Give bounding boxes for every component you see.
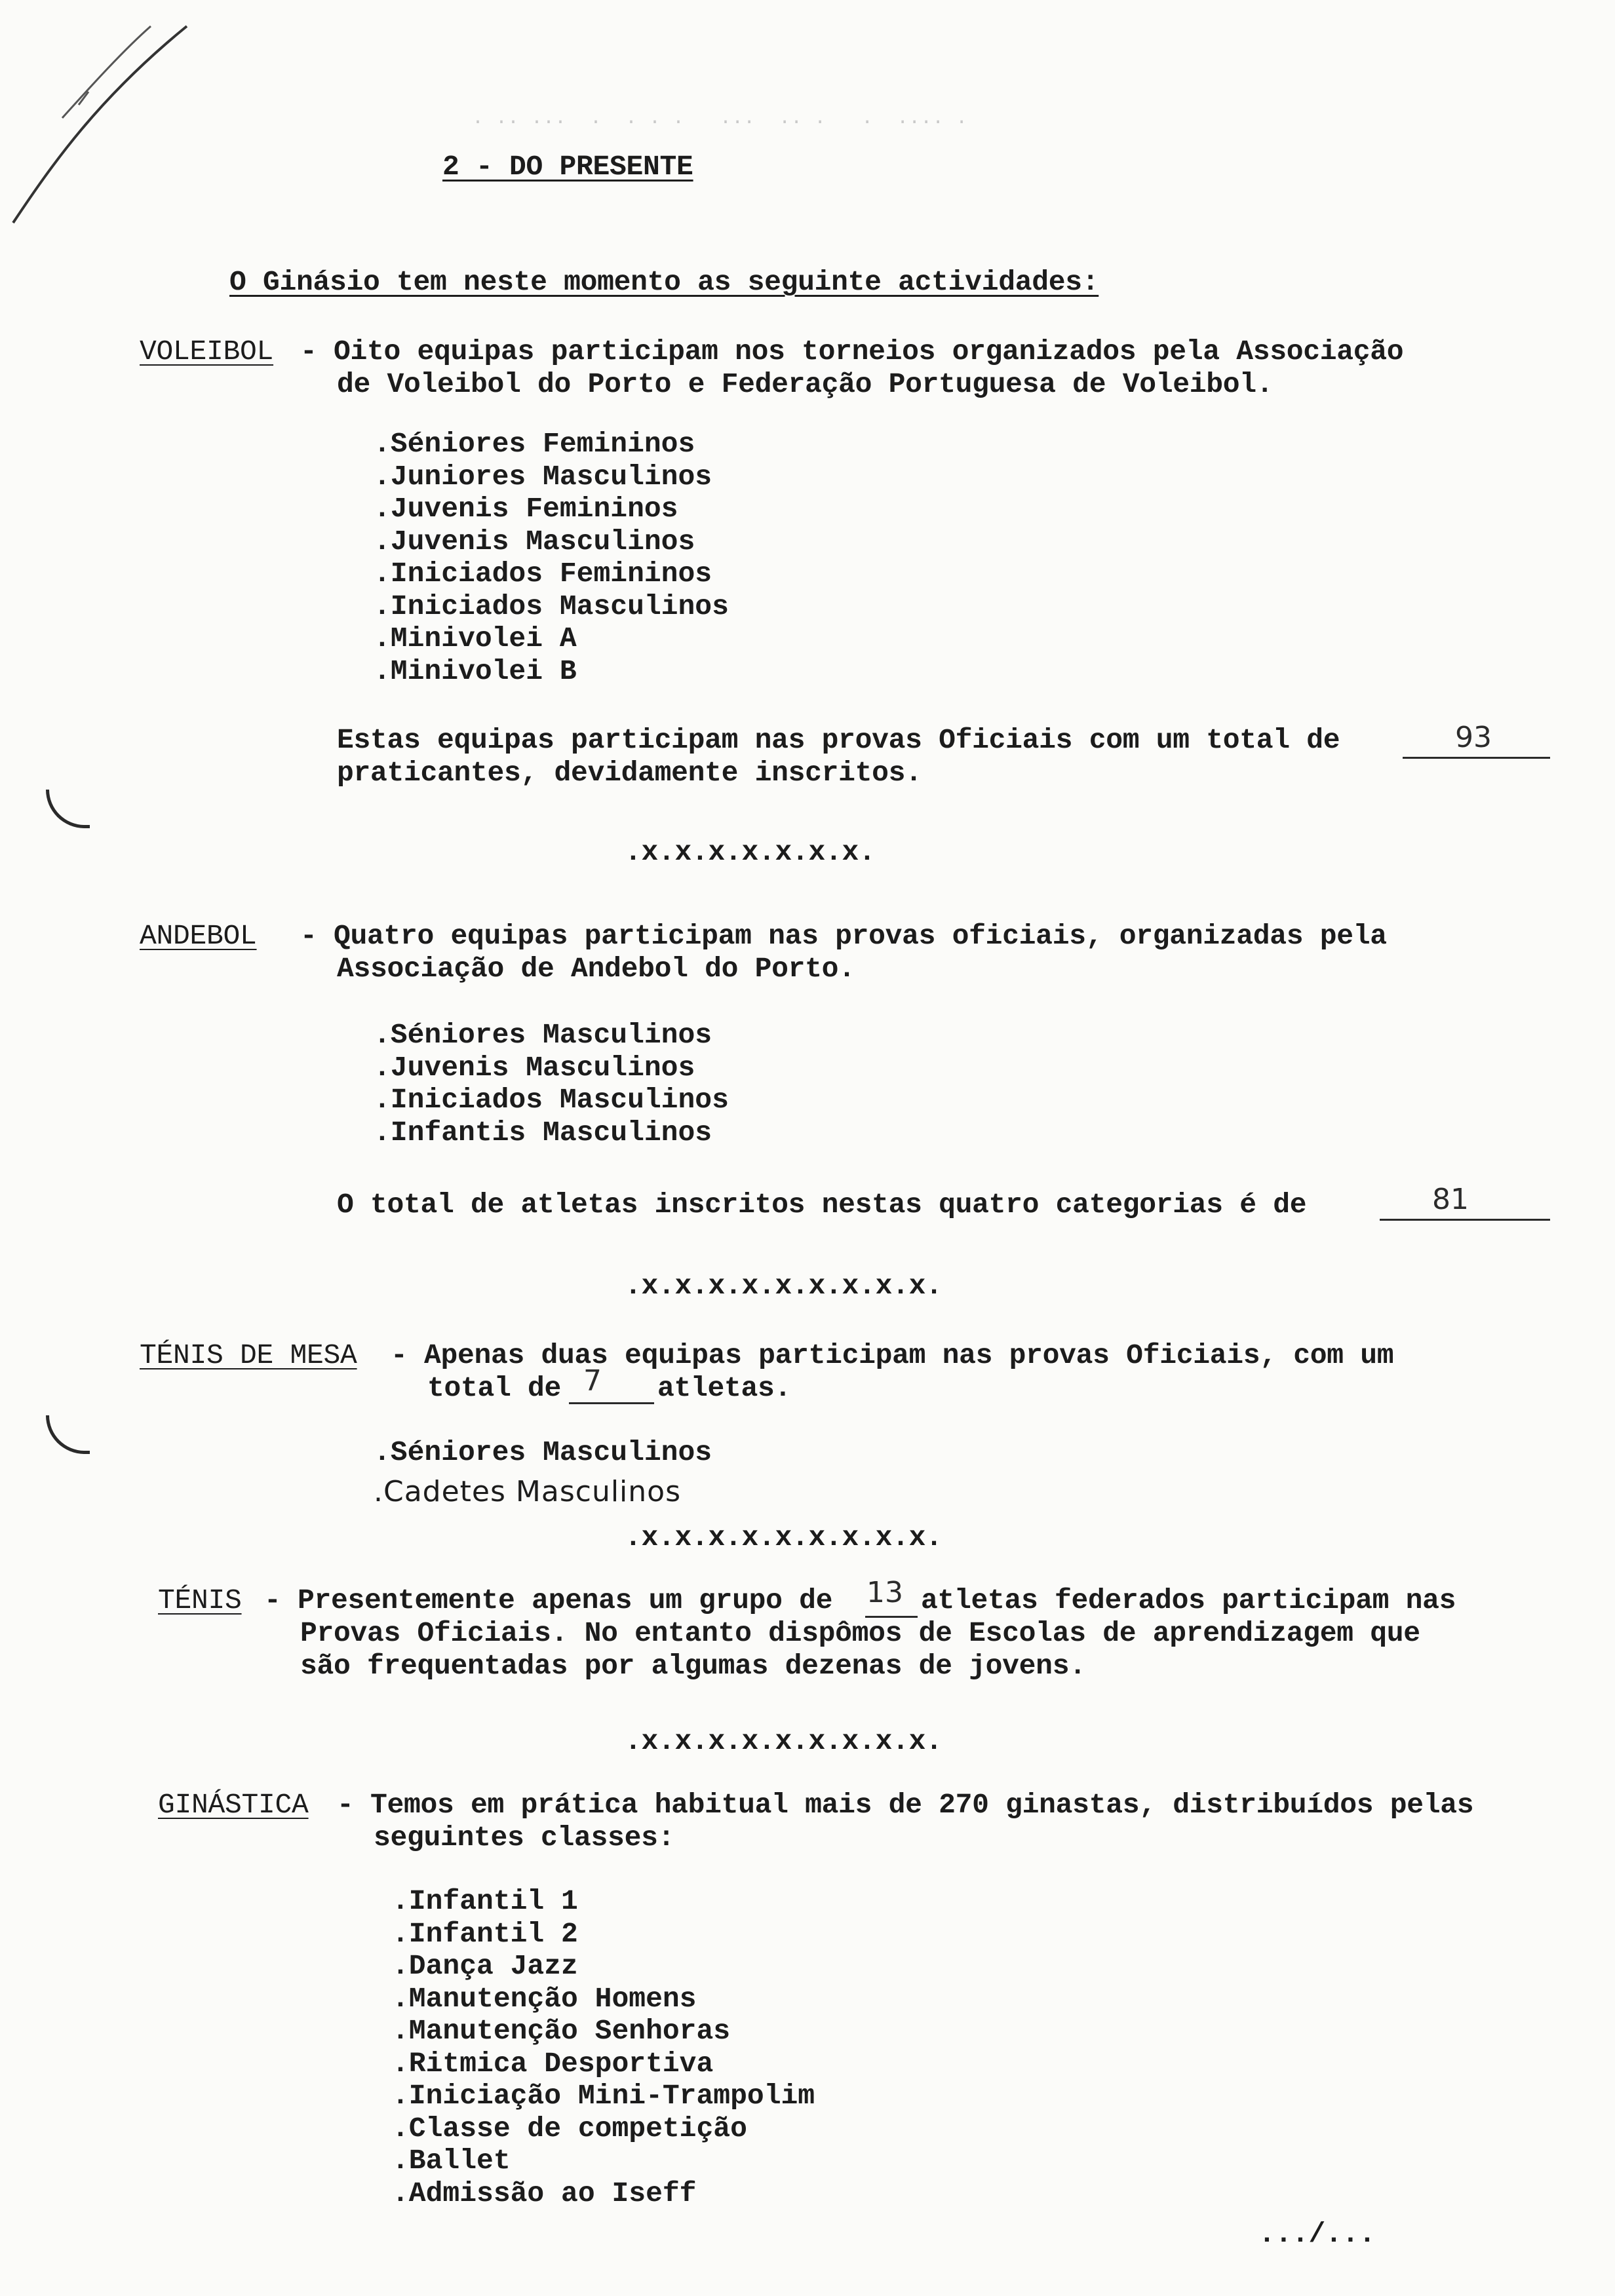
voleibol-total-line-2: praticantes, devidamente inscritos. [337,757,922,789]
list-item: .Iniciação Mini-Trampolim [392,2080,815,2112]
list-item: .Juvenis Femininos [374,493,678,525]
list-item: .Juvenis Masculinos [374,1051,695,1084]
tenis-label: TÉNIS [158,1584,242,1617]
list-item: .Séniores Masculinos [374,1436,712,1468]
list-item: .Admissão ao Iseff [392,2177,697,2210]
list-item: .Séniores Masculinos [374,1019,712,1051]
andebol-total-line: O total de atletas inscritos nestas quatro categorias é de [337,1189,1307,1221]
voleibol-total-line-1: Estas equipas participam nas provas Oficiais com um total de [337,724,1340,756]
tenis-mesa-team-list [374,1436,712,1469]
pen-mark-1 [46,790,90,828]
tenis-line-1-pre: - Presentemente apenas um grupo de [264,1584,833,1617]
list-item: .Dança Jazz [392,1950,578,1982]
tenis-line-2: Provas Oficiais. No entanto dispômos de Escolas de aprendizagem que [300,1617,1420,1649]
continuation-mark: .../... [1258,2218,1376,2250]
list-item: .Juniores Masculinos [374,460,712,493]
tenis-mesa-line-2-pre: total de [427,1372,562,1404]
ginastica-label: GINÁSTICA [158,1789,309,1821]
list-item: .Iniciados Masculinos [374,1084,729,1116]
list-item: .Manutenção Senhoras [392,2015,731,2047]
list-item: .Manutenção Homens [392,1982,697,2015]
list-item: .Infantis Masculinos [374,1116,712,1149]
tenis-mesa-total-handwritten: 7 [583,1364,602,1398]
separator: .x.x.x.x.x.x.x.x.x. [625,1725,943,1757]
andebol-line-2: Associação de Andebol do Porto. [337,953,855,985]
voleibol-total-handwritten: 93 [1455,721,1492,754]
ginastica-line-2: seguintes classes: [374,1822,675,1854]
pen-slash-marks [0,0,210,236]
pen-mark-2 [46,1415,90,1454]
list-item: .Cadetes Masculinos [374,1475,682,1508]
intro-text: O Ginásio tem neste momento as seguinte actividades: [229,266,1099,298]
voleibol-line-1: - Oito equipas participam nos torneios organizados pela Associação [300,335,1404,368]
andebol-label: ANDEBOL [140,920,257,952]
andebol-team-list [374,1019,729,1149]
section-heading: 2 - DO PRESENTE [442,151,693,183]
voleibol-label: VOLEIBOL [140,335,274,368]
list-item: .Juvenis Masculinos [374,525,695,558]
separator: .x.x.x.x.x.x.x.x.x. [625,1521,943,1554]
list-item: .Infantil 1 [392,1885,578,1917]
list-item: .Séniores Femininos [374,428,695,460]
fill-in-line [569,1402,654,1404]
tenis-mesa-line-1: - Apenas duas equipas participam nas provas Oficiais, com um [391,1339,1394,1371]
tenis-line-1-post: atletas federados participam nas [921,1584,1456,1617]
list-item: .Iniciados Femininos [374,558,712,590]
ginastica-class-list [392,1885,815,2210]
andebol-total-handwritten: 81 [1432,1183,1469,1216]
list-item: .Iniciados Masculinos [374,590,729,622]
list-item: .Classe de competição [392,2112,747,2145]
voleibol-line-2: de Voleibol do Porto e Federação Portuguesa de Voleibol. [337,368,1274,400]
tenis-mesa-label: TÉNIS DE MESA [140,1339,357,1371]
list-item: .Ballet [392,2145,511,2177]
tenis-mesa-line-2-post: atletas. [657,1372,792,1404]
bleed-through-noise: · ·· ··· · · · · ··· ·· · · ···· · [472,111,968,134]
ginastica-line-1: - Temos em prática habitual mais de 270 ginastas, distribuídos pelas [337,1789,1474,1821]
voleibol-team-list [374,428,729,687]
list-item: .Infantil 2 [392,1917,578,1950]
fill-in-line [1403,757,1550,759]
list-item: .Minivolei B [374,655,577,687]
tenis-line-3: são frequentadas por algumas dezenas de jovens. [300,1650,1086,1682]
fill-in-line [1380,1219,1550,1221]
tenis-total-handwritten: 13 [866,1576,903,1609]
list-item: .Ritmica Desportiva [392,2047,714,2080]
separator: .x.x.x.x.x.x.x.x.x. [625,1270,943,1302]
list-item: .Minivolei A [374,622,577,655]
andebol-line-1: - Quatro equipas participam nas provas oficiais, organizadas pela [300,920,1387,952]
separator: .x.x.x.x.x.x.x. [625,836,876,868]
